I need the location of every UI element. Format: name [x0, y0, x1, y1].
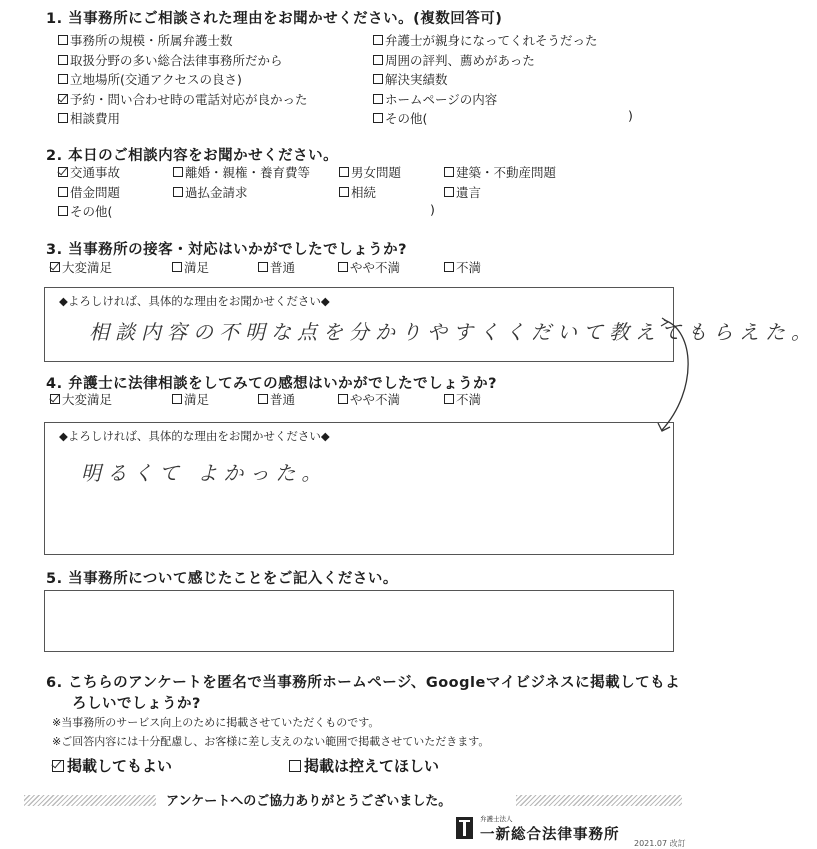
option-label: 弁護士が親身になってくれそうだった [385, 33, 598, 48]
footer-thanks: アンケートへのご協力ありがとうございました。 [166, 794, 452, 809]
option-checkbox[interactable] [373, 109, 427, 127]
option-checkbox[interactable] [258, 258, 295, 276]
firm-small: 弁護士法人 [480, 815, 513, 823]
option-checkbox[interactable] [50, 390, 112, 408]
option-label: 満足 [184, 392, 210, 407]
option-label: やや不満 [350, 260, 401, 275]
option-label: ホームページの内容 [385, 91, 498, 107]
option-label: 掲載は控えてほしい [304, 757, 440, 775]
empty-box-icon[interactable] [58, 187, 68, 197]
empty-box-icon[interactable] [338, 394, 348, 404]
option-checkbox[interactable] [373, 31, 598, 49]
option-checkbox[interactable] [173, 183, 248, 201]
empty-box-icon[interactable] [373, 113, 383, 123]
q3-handwritten: 相談内容の不明な点を分かりやすくくだいて教えてもらえた。 [89, 320, 817, 344]
q6-title-line1: 6. こちらのアンケートを匿名で当事務所ホームページ、Googleマイビジネスに掲載してもよ [46, 675, 681, 691]
option-checkbox[interactable] [58, 31, 233, 49]
empty-box-icon[interactable] [173, 167, 183, 177]
empty-box-icon[interactable] [258, 262, 268, 272]
q4-title: 4. 弁護士に法律相談をしてみての感想はいかがでしたでしょうか? [46, 376, 498, 392]
option-label: 取扱分野の多い総合法律事務所だから [70, 52, 283, 68]
handwritten-arrow [640, 300, 700, 445]
option-label: 事務所の規模・所属弁護士数 [70, 33, 233, 48]
option-label: 不満 [456, 260, 482, 275]
q1-title: 1. 当事務所にご相談された理由をお聞かせください。(複数回答可) [46, 11, 503, 27]
q2-other-close: ) [430, 202, 435, 217]
option-checkbox[interactable] [338, 258, 400, 276]
empty-box-icon[interactable] [58, 74, 68, 84]
q2-title: 2. 本日のご相談内容をお聞かせください。 [46, 148, 339, 164]
empty-box-icon[interactable] [373, 55, 383, 65]
empty-box-icon[interactable] [173, 187, 183, 197]
footer-hatch-left [24, 795, 156, 806]
option-label: その他( [385, 111, 428, 126]
option-checkbox[interactable] [444, 183, 481, 201]
checked-box-icon[interactable] [52, 760, 64, 772]
option-checkbox[interactable] [58, 183, 120, 201]
q4-handwritten: 明るくて よかった。 [81, 461, 328, 485]
empty-box-icon[interactable] [339, 187, 349, 197]
option-checkbox[interactable] [373, 70, 448, 88]
q5-title: 5. 当事務所について感じたことをご記入ください。 [46, 571, 398, 587]
empty-box-icon[interactable] [58, 113, 68, 123]
option-checkbox[interactable] [58, 70, 242, 88]
option-checkbox[interactable] [173, 163, 310, 181]
option-label: 周囲の評判、薦めがあった [385, 52, 535, 68]
option-checkbox[interactable] [339, 163, 401, 181]
q1-other-close: ) [628, 108, 633, 123]
q3-box-label: ◆よろしければ、具体的な理由をお聞かせください◆ [59, 294, 330, 308]
empty-box-icon[interactable] [444, 262, 454, 272]
option-label: 交通事故 [70, 165, 121, 180]
q6-note1: ※当事務所のサービス向上のために掲載させていただくものです。 [52, 716, 380, 729]
option-label: 過払金請求 [185, 184, 248, 200]
form-version: 2021.07 改訂 [634, 839, 686, 848]
q6-title-line2: ろしいでしょうか? [72, 696, 201, 712]
option-checkbox[interactable] [58, 163, 120, 181]
option-label: 解決実績数 [385, 72, 448, 87]
q4-box-label: ◆よろしければ、具体的な理由をお聞かせください◆ [59, 429, 330, 443]
option-checkbox[interactable] [52, 755, 172, 776]
empty-box-icon[interactable] [339, 167, 349, 177]
option-label: その他( [70, 204, 113, 219]
option-label: 立地場所(交通アクセスの良さ) [70, 72, 242, 87]
option-label: 借金問題 [70, 184, 121, 200]
q3-title: 3. 当事務所の接客・対応はいかがでしたでしょうか? [46, 242, 408, 258]
empty-box-icon[interactable] [172, 394, 182, 404]
option-label: 不満 [456, 392, 482, 407]
option-checkbox[interactable] [444, 163, 556, 181]
empty-box-icon[interactable] [258, 394, 268, 404]
q6-note2: ※ご回答内容には十分配慮し、お客様に差し支えのない範囲で掲載させていただきます。 [52, 735, 490, 748]
option-checkbox[interactable] [289, 755, 439, 776]
option-checkbox[interactable] [258, 390, 295, 408]
option-checkbox[interactable] [172, 390, 209, 408]
option-label: 離婚・親権・養育費等 [185, 165, 311, 180]
empty-box-icon[interactable] [58, 35, 68, 45]
checked-box-icon[interactable] [58, 94, 68, 104]
option-checkbox[interactable] [339, 183, 376, 201]
q3-comment-box[interactable] [44, 287, 817, 362]
option-label: 普通 [270, 392, 296, 407]
option-checkbox[interactable] [172, 258, 209, 276]
option-checkbox[interactable] [58, 109, 120, 127]
option-label: 男女問題 [351, 165, 402, 180]
empty-box-icon[interactable] [444, 167, 454, 177]
option-label: 大変満足 [62, 260, 113, 275]
option-label: 建築・不動産問題 [456, 165, 557, 180]
option-checkbox[interactable] [444, 390, 481, 408]
option-checkbox[interactable] [373, 90, 497, 108]
empty-box-icon[interactable] [58, 55, 68, 65]
checked-box-icon[interactable] [50, 394, 60, 404]
option-checkbox[interactable] [58, 51, 283, 69]
firm-name: 一新総合法律事務所 [480, 826, 620, 843]
empty-box-icon[interactable] [444, 187, 454, 197]
option-checkbox[interactable] [444, 258, 481, 276]
empty-box-icon[interactable] [338, 262, 348, 272]
option-label: 普通 [270, 260, 296, 275]
option-checkbox[interactable] [58, 202, 112, 220]
empty-box-icon[interactable] [373, 35, 383, 45]
option-label: 予約・問い合わせ時の電話対応が良かった [70, 91, 308, 107]
q5-comment-box[interactable] [44, 590, 674, 652]
empty-box-icon[interactable] [289, 760, 301, 772]
option-label: 遺言 [456, 184, 482, 200]
checked-box-icon[interactable] [50, 262, 60, 272]
footer-hatch-right [516, 795, 682, 806]
option-checkbox[interactable] [58, 90, 308, 108]
empty-box-icon[interactable] [172, 262, 182, 272]
option-label: やや不満 [350, 392, 401, 407]
q4-comment-box[interactable] [44, 422, 674, 555]
option-label: 満足 [184, 260, 210, 275]
checked-box-icon[interactable] [58, 167, 68, 177]
option-checkbox[interactable] [338, 390, 400, 408]
option-label: 相談費用 [70, 111, 121, 126]
empty-box-icon[interactable] [373, 94, 383, 104]
empty-box-icon[interactable] [373, 74, 383, 84]
empty-box-icon[interactable] [58, 206, 68, 216]
option-checkbox[interactable] [373, 51, 535, 69]
option-label: 相続 [351, 184, 377, 200]
option-checkbox[interactable] [50, 258, 112, 276]
firm-logo [456, 817, 473, 839]
option-label: 掲載してもよい [67, 757, 173, 775]
option-label: 大変満足 [62, 392, 113, 407]
empty-box-icon[interactable] [444, 394, 454, 404]
